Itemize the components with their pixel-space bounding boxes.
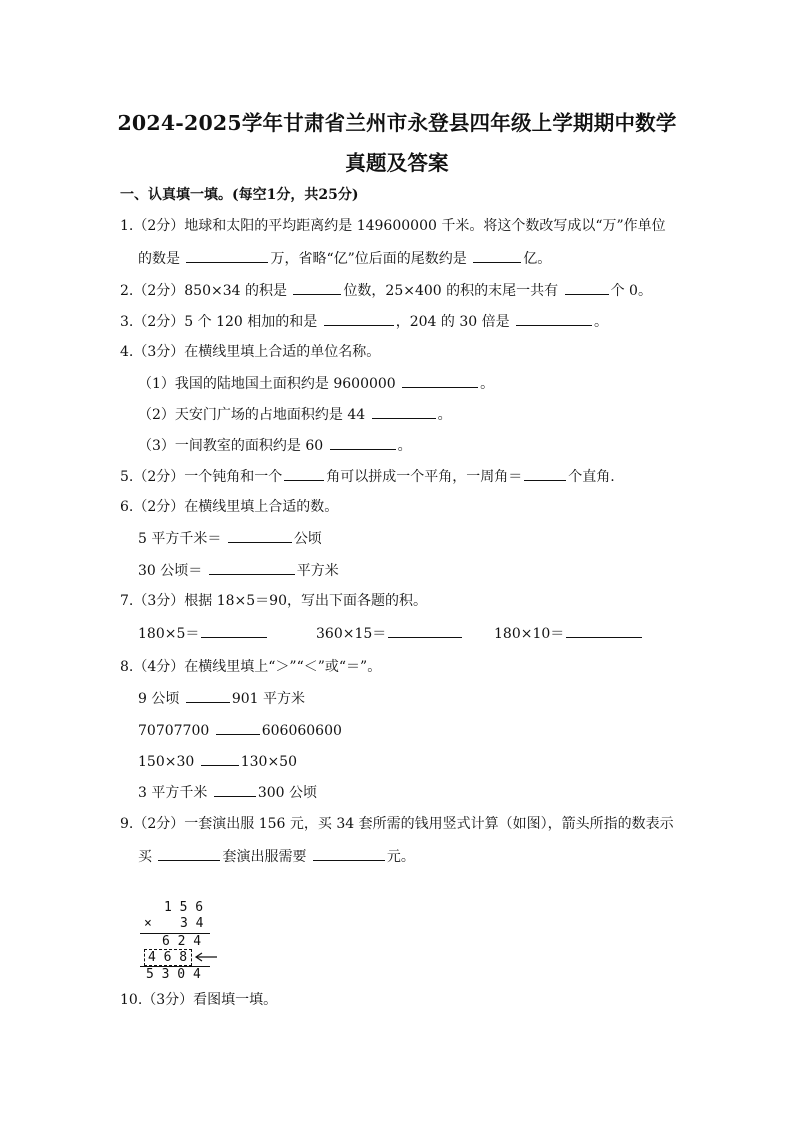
q4-s1-end: 。: [480, 376, 495, 392]
q8-r3-text-a: 150×30: [138, 754, 195, 770]
question-7-expr-2: [316, 623, 464, 644]
question-6-row-1: [138, 528, 322, 549]
q2-text-b: 位数，25×400 的积的末尾一共有: [343, 283, 559, 299]
q9-text-d: 元。: [386, 849, 415, 865]
q1-blank-2[interactable]: [473, 248, 521, 263]
question-3: [120, 311, 608, 332]
q3-text-c: 。: [594, 314, 609, 330]
q1-text-d: 亿。: [523, 251, 552, 267]
q7-e2-text: 360×15＝: [316, 626, 387, 642]
q6-r2-text-a: 30 公顷＝: [138, 563, 203, 579]
q3-text-a: 3.（2分）5 个 120 相加的和是: [120, 314, 318, 330]
question-8-row-4: [138, 782, 317, 803]
calc-partial-product-2: 4 6 8: [148, 950, 188, 965]
q4-s3-end: 。: [397, 438, 412, 454]
question-9-line-2: [138, 846, 415, 867]
q4-s1-text: （1）我国的陆地国土面积约是 9600000: [138, 376, 396, 392]
question-4-sub-3: [138, 435, 412, 456]
calc-multiplier: 3 4: [180, 916, 204, 931]
question-4: 4.（3分）在横线里填上合适的单位名称。: [120, 344, 381, 360]
q3-text-b: ，204 的 30 倍是: [395, 314, 510, 330]
question-7-expr-3: [494, 623, 644, 644]
q1-blank-1[interactable]: [186, 248, 268, 263]
vertical-multiplication-figure: [140, 900, 230, 990]
q7-e1-text: 180×5＝: [138, 626, 200, 642]
calc-multiplicand: 1 5 6: [164, 900, 204, 915]
q8-r4-text-a: 3 平方千米: [138, 785, 208, 801]
question-1-line-1: 1.（2分）地球和太阳的平均距离约是 149600000 千米。将这个数改写成以“万”作单位: [120, 218, 666, 234]
q9-blank-2[interactable]: [313, 846, 385, 861]
q5-blank-1[interactable]: [284, 466, 324, 481]
q8-r2-text-b: 606060600: [261, 723, 342, 739]
q2-text-a: 2.（2分）850×34 的积是: [120, 283, 287, 299]
q5-text-a: 5.（2分）一个钝角和一个: [120, 469, 283, 485]
q8-blank-4[interactable]: [214, 782, 256, 797]
q5-blank-2[interactable]: [524, 466, 566, 481]
question-8-row-3: [138, 751, 297, 772]
question-8-row-2: [138, 720, 342, 741]
question-9-line-1: 9.（2分）一套演出服 156 元，买 34 套所需的钱用竖式计算（如图），箭头所指的数表示: [120, 816, 674, 832]
q6-r1-text-a: 5 平方千米＝: [138, 531, 222, 547]
question-7: 7.（3分）根据 18×5＝90，写出下面各题的积。: [120, 593, 427, 609]
q4-blank-2[interactable]: [372, 404, 436, 419]
q4-s2-end: 。: [437, 407, 452, 423]
q6-blank-2[interactable]: [209, 560, 295, 575]
q1-text-c: 万，省略“亿”位后面的尾数约是: [270, 251, 467, 267]
q4-s2-text: （2）天安门广场的占地面积约是 44: [138, 407, 366, 423]
q2-text-c: 个 0。: [610, 283, 652, 299]
q8-r1-text-b: 901 平方米: [231, 691, 305, 707]
question-4-sub-2: [138, 404, 452, 425]
q5-text-c: 个直角.: [568, 469, 615, 485]
q2-blank-2[interactable]: [565, 280, 609, 295]
q9-text-c: 套演出服需要: [222, 849, 307, 865]
page-title-line2: 真题及答案: [345, 151, 449, 175]
question-8-row-1: [138, 688, 305, 709]
q8-r3-text-b: 130×50: [240, 754, 298, 770]
q5-text-b: 角可以拼成一个平角，一周角＝: [326, 469, 523, 485]
q3-blank-1[interactable]: [324, 311, 394, 326]
q7-blank-3[interactable]: [566, 623, 642, 638]
q9-blank-1[interactable]: [158, 846, 220, 861]
q8-r4-text-b: 300 公顷: [257, 785, 317, 801]
question-5: [120, 466, 615, 487]
calc-partial-product-1: 6 2 4: [162, 934, 202, 949]
q2-blank-1[interactable]: [293, 280, 341, 295]
q8-blank-3[interactable]: [201, 751, 239, 766]
q4-blank-1[interactable]: [402, 373, 478, 388]
q7-blank-1[interactable]: [201, 623, 267, 638]
calc-times-sign: ×: [144, 916, 152, 931]
q8-r1-text-a: 9 公顷: [138, 691, 180, 707]
question-7-expr-1: [138, 623, 269, 644]
q7-blank-2[interactable]: [388, 623, 462, 638]
question-6-row-2: [138, 560, 339, 581]
q3-blank-2[interactable]: [516, 311, 592, 326]
q7-e3-text: 180×10＝: [494, 626, 565, 642]
q6-r1-text-b: 公顷: [293, 531, 322, 547]
q8-blank-2[interactable]: [216, 720, 260, 735]
section-heading: 一、认真填一填。(每空1分，共25分): [120, 187, 359, 203]
q8-r2-text-a: 70707700: [138, 723, 210, 739]
q1-text-b: 的数是: [138, 251, 180, 267]
q4-blank-3[interactable]: [330, 435, 396, 450]
question-2: [120, 280, 652, 301]
question-8: 8.（4分）在横线里填上“＞”“＜”或“＝”。: [120, 659, 382, 675]
question-6: 6.（2分）在横线里填上合适的数。: [120, 499, 339, 515]
calc-product: 5 3 0 4: [146, 967, 201, 982]
q4-s3-text: （3）一间教室的面积约是 60: [138, 438, 324, 454]
q8-blank-1[interactable]: [186, 688, 230, 703]
question-1-line-2: [138, 248, 551, 269]
q6-r2-text-b: 平方米: [296, 563, 339, 579]
arrow-left-icon: [194, 952, 218, 962]
q6-blank-1[interactable]: [228, 528, 292, 543]
question-10: 10.（3分）看图填一填。: [120, 992, 278, 1008]
page-title-line1: 2024-2025学年甘肃省兰州市永登县四年级上学期期中数学: [117, 111, 677, 135]
q9-text-b: 买: [138, 849, 152, 865]
question-4-sub-1: [138, 373, 494, 394]
